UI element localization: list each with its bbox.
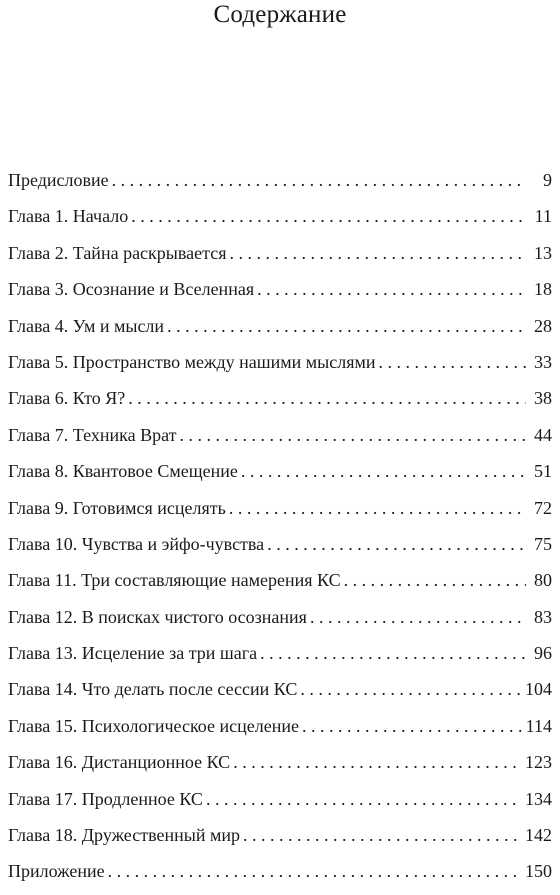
toc-entry-page: 142 [525, 825, 552, 846]
toc-entry-page: 51 [534, 461, 552, 482]
dot-leader [108, 853, 521, 889]
toc-entry-page: 123 [525, 752, 552, 773]
toc-entry-page: 104 [525, 679, 552, 700]
toc-entry-page: 134 [525, 788, 552, 809]
toc-entry-page: 44 [534, 424, 552, 445]
dot-leader [229, 235, 526, 271]
dot-leader [179, 417, 526, 453]
toc-entry-title: Глава 5. Пространство между нашими мыслями [8, 351, 376, 372]
toc-entry-title: Глава 6. Кто Я? [8, 388, 126, 409]
toc-entry-title: Глава 8. Квантовое Смещение [8, 461, 238, 482]
toc-entry [8, 490, 552, 526]
dot-leader [241, 453, 526, 489]
toc-entry-title: Глава 14. Что делать после сессии КС [8, 679, 298, 700]
table-of-contents [8, 162, 552, 890]
toc-entry-page: 13 [534, 242, 552, 263]
dot-leader [302, 708, 522, 744]
toc-entry-title: Глава 11. Три составляющие намерения КС [8, 570, 341, 591]
dot-leader [229, 490, 526, 526]
toc-entry [8, 308, 552, 344]
toc-entry-title: Предисловие [8, 170, 109, 190]
toc-entry-title: Глава 3. Осознание и Вселенная [8, 279, 255, 300]
toc-entry [8, 380, 552, 416]
toc-entry-page: 150 [525, 861, 552, 882]
toc-entry-page: 11 [534, 206, 552, 227]
toc-entry [8, 853, 552, 889]
toc-entry-title: Глава 13. Исцеление за три шага [8, 643, 258, 664]
toc-entry-page: 83 [534, 606, 552, 627]
toc-entry-title: Глава 18. Дружественный мир [8, 825, 240, 846]
toc-entry-page: 38 [534, 388, 552, 409]
dot-leader [300, 671, 521, 707]
toc-entry-title: Глава 9. Готовимся исцелять [8, 497, 226, 518]
dot-leader [112, 162, 526, 198]
toc-entry [8, 817, 552, 853]
toc-entry [8, 198, 552, 234]
toc-entry-page: 80 [534, 570, 552, 591]
toc-entry-page: 75 [534, 533, 552, 554]
toc-entry-title: Глава 2. Тайна раскрывается [8, 242, 227, 263]
toc-entry [8, 271, 552, 307]
toc-entry-page: 9 [543, 170, 552, 190]
dot-leader [233, 744, 521, 780]
toc-entry-title: Глава 4. Ум и мысли [8, 315, 165, 336]
toc-entry-page: 96 [534, 643, 552, 664]
toc-entry [8, 344, 552, 380]
dot-leader [310, 599, 526, 635]
toc-entry [8, 235, 552, 271]
toc-entry [8, 562, 552, 598]
dot-leader [260, 635, 526, 671]
toc-entry [8, 453, 552, 489]
dot-leader [167, 308, 526, 344]
toc-entry-title: Приложение [8, 861, 105, 882]
toc-entry-page: 114 [525, 715, 552, 736]
toc-entry-page: 18 [534, 279, 552, 300]
toc-entry-title: Глава 1. Начало [8, 206, 129, 227]
toc-entry [8, 671, 552, 707]
toc-entry [8, 744, 552, 780]
toc-entry [8, 417, 552, 453]
toc-entry-title: Глава 10. Чувства и эйфо-чувства [8, 533, 265, 554]
toc-entry [8, 526, 552, 562]
toc-entry [8, 599, 552, 635]
toc-entry-page: 72 [534, 497, 552, 518]
toc-entry-title: Глава 12. В поисках чистого осознания [8, 606, 307, 627]
dot-leader [379, 344, 526, 380]
dot-leader [243, 817, 521, 853]
dot-leader [267, 526, 526, 562]
toc-entry-title: Глава 17. Продленное КС [8, 788, 203, 809]
toc-entry-page: 33 [534, 351, 552, 372]
toc-entry-title: Глава 7. Техника Врат [8, 424, 177, 445]
dot-leader [128, 380, 526, 416]
toc-entry-title: Глава 16. Дистанционное КС [8, 752, 231, 773]
toc-entry [8, 781, 552, 817]
toc-entry [8, 162, 552, 198]
page-title: Содержание [213, 1, 347, 28]
toc-entry [8, 635, 552, 671]
dot-leader [131, 198, 526, 234]
dot-leader [344, 562, 526, 598]
dot-leader [206, 781, 521, 817]
toc-entry-title: Глава 15. Психологическое исцеление [8, 715, 299, 736]
toc-entry [8, 708, 552, 744]
dot-leader [257, 271, 526, 307]
toc-entry-page: 28 [534, 315, 552, 336]
